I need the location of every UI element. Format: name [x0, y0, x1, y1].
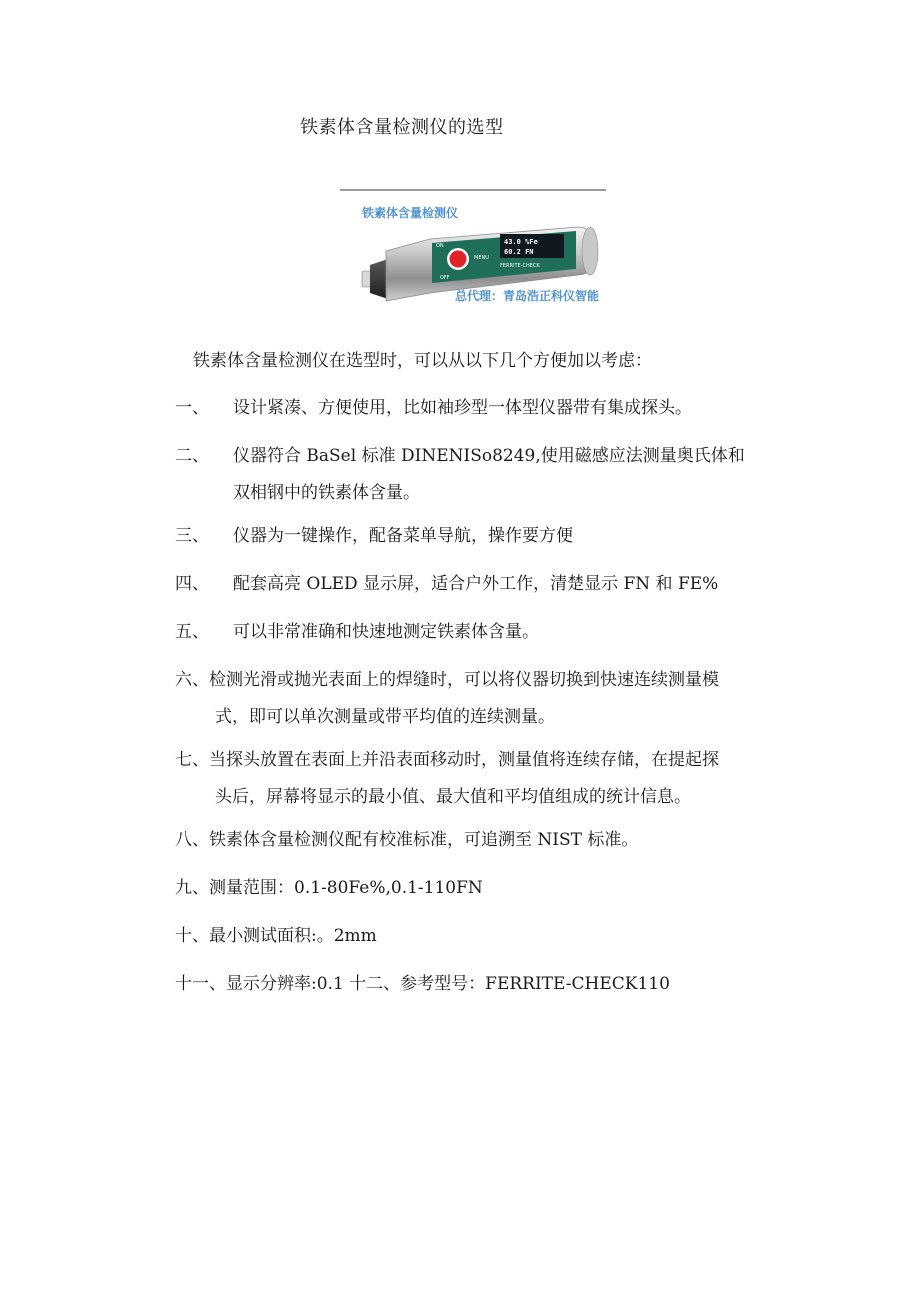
- list-item: [175, 390, 775, 427]
- probe-cone: [370, 259, 388, 299]
- product-image: [340, 189, 606, 325]
- list-item-text: 当探头放置在表面上并沿表面移动时，测量值将连续存储，在提起探: [209, 750, 719, 770]
- list-item: [175, 662, 775, 736]
- screen-reading-fn: 60.2 FN: [504, 248, 534, 256]
- list-item-text: 铁素体含量检测仪配有校准标准，可追溯至 NIST 标准。: [209, 830, 639, 850]
- list-item-number: 五、: [175, 622, 209, 642]
- list-item-text: 测量范围：0.1-80Fe%,0.1-110FN: [209, 878, 483, 898]
- screen-reading-fe: 43.0 %Fe: [504, 238, 538, 246]
- screen-brand: FERRITE-CHECK: [500, 263, 540, 269]
- list-item-text: 显示分辨率:0.1 十二、参考型号：FERRITE-CHECK110: [226, 974, 670, 994]
- list-item-text: 检测光滑或抛光表面上的焊缝时，可以将仪器切换到快速连续测量模: [209, 670, 719, 690]
- list-item-text: 仪器为一键操作，配备菜单导航，操作要方便: [233, 526, 573, 546]
- list-item-number: 九、: [175, 878, 209, 898]
- power-button: [450, 251, 467, 268]
- list-item: [175, 966, 775, 1003]
- list-item-number: 七、: [175, 750, 209, 770]
- list-item-text: 最小测试面积:。2mm: [209, 926, 377, 946]
- list-item-text: 可以非常准确和快速地测定铁素体含量。: [233, 622, 539, 642]
- document-title: 铁素体含量检测仪的选型: [300, 117, 504, 138]
- label-off: OFF: [440, 275, 450, 281]
- list-item: [175, 518, 775, 555]
- list-item-number: 四、: [175, 574, 209, 594]
- list-item: [175, 438, 775, 512]
- list-item-number: 二、: [175, 446, 209, 466]
- image-caption-top: 铁素体含量检测仪: [362, 206, 459, 220]
- list-item-continuation: 式，即可以单次测量或带平均值的连续测量。: [215, 707, 555, 727]
- list-item: [175, 870, 775, 907]
- list-item-continuation: 双相钢中的铁素体含量。: [233, 483, 420, 503]
- list-item-text: 配套高亮 OLED 显示屏，适合户外工作，清楚显示 FN 和 FE%: [233, 574, 719, 594]
- list-item: [175, 918, 775, 955]
- label-menu: MENU: [474, 255, 489, 261]
- list-item: [175, 822, 775, 859]
- list-item-number: 六、: [175, 670, 209, 690]
- list-item-number: 十一、: [175, 974, 226, 994]
- list-item-number: 三、: [175, 526, 209, 546]
- list-item-number: 八、: [175, 830, 209, 850]
- list-item-number: 一、: [175, 398, 209, 418]
- intro-paragraph: 铁素体含量检测仪在选型时，可以从以下几个方便加以考虑：: [193, 351, 652, 371]
- list-item: [175, 614, 775, 651]
- label-on: ON: [436, 243, 444, 249]
- image-caption-bottom: 总代理：青岛浩正科仪智能: [455, 289, 600, 303]
- list-item: [175, 742, 775, 816]
- list-item-text: 设计紧凑、方便使用，比如袖珍型一体型仪器带有集成探头。: [233, 398, 692, 418]
- list-item-number: 十、: [175, 926, 209, 946]
- list-item-text: 仪器符合 BaSel 标准 DINENISo8249,使用磁感应法测量奥氏体和: [233, 446, 745, 466]
- list-item-continuation: 头后，屏幕将显示的最小值、最大值和平均值组成的统计信息。: [215, 787, 691, 807]
- end-cap: [582, 227, 598, 275]
- list-item: [175, 566, 775, 603]
